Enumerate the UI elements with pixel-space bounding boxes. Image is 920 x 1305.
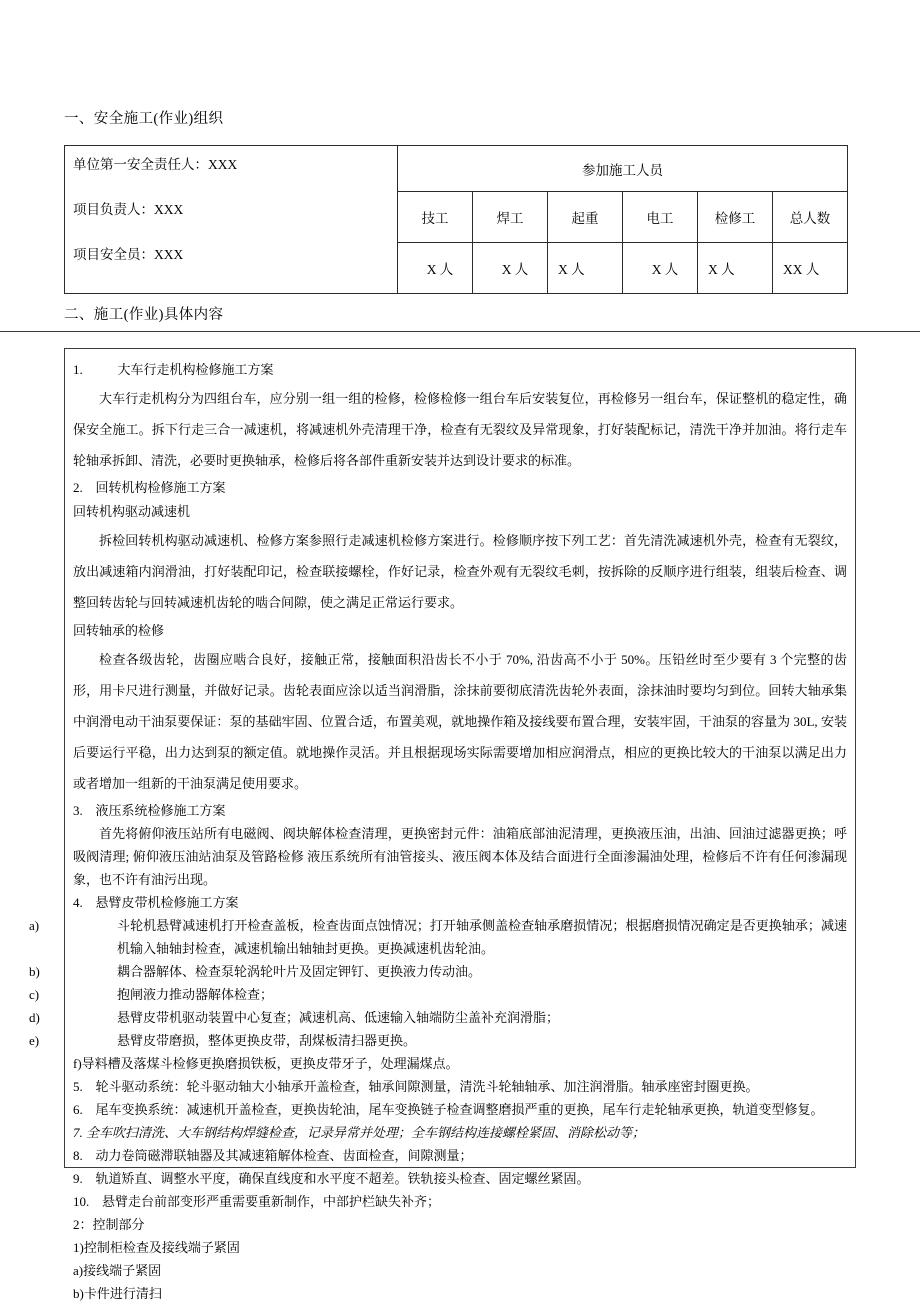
scheme-10-text: 悬臂走台前部变形严重需要重新制作，中部护栏缺失补齐； bbox=[102, 1194, 441, 1209]
scheme-3-paragraph: 首先将俯仰液压站所有电磁阀、阀块解体检查清理，更换密封元件：油箱底部油泥清理，更换液压油，出油、回油过滤器更换；呼吸阀清理; 俯仰液压油站油泵及管路检修 液压系统所有油管接头、液压阀本体及结合面进行全面渗漏油处理，检修后不许有任何渗漏现象，也不许有油污出现。 bbox=[73, 826, 847, 887]
control-item-b: b)卡件进行清扫 bbox=[73, 1286, 162, 1301]
scheme-10-number: 10 bbox=[73, 1194, 86, 1209]
scheme-4-dot: . bbox=[79, 895, 83, 910]
scheme-8-dot: . bbox=[79, 1148, 83, 1163]
control-item-a: a)接线端子紧固 bbox=[73, 1263, 162, 1278]
subitem-text-a: 斗轮机悬臂减速机打开检查盖板，检查齿面点蚀情况；打开轴承侧盖检查轴承磨损情况；根据磨损情况确定是否更换轴承；减速机输入轴轴封检查，减速机输出轴轴封更换。更换减速机齿轮油。 bbox=[117, 918, 847, 956]
scheme-1-title bbox=[73, 357, 847, 383]
scheme-8-line bbox=[73, 1144, 847, 1167]
scheme-5-line bbox=[73, 1075, 847, 1098]
scheme-3-dot: . bbox=[79, 803, 83, 818]
value-electrician: X 人 bbox=[623, 243, 698, 294]
scheme-4-subitem-d bbox=[29, 1006, 847, 1029]
scheme-2-dot: . bbox=[79, 480, 83, 495]
scheme-9-line bbox=[73, 1167, 847, 1190]
participants-header: 参加施工人员 bbox=[398, 146, 848, 192]
scheme-5-dot: . bbox=[79, 1079, 83, 1094]
control-section-heading: 2：控制部分 bbox=[73, 1217, 145, 1232]
column-header-welder: 焊工 bbox=[473, 192, 548, 243]
scheme-2-title-text: 回转机构检修施工方案 bbox=[95, 480, 226, 495]
scheme-10-line bbox=[73, 1190, 847, 1213]
column-header-maintenance: 检修工 bbox=[698, 192, 773, 243]
value-technician: X 人 bbox=[398, 243, 473, 294]
section-heading-1: 一、安全施工(作业)组织 bbox=[64, 111, 224, 127]
subitem-marker-c: c) bbox=[29, 987, 40, 1002]
scheme-4-subitem-b bbox=[29, 960, 847, 983]
responsible-persons-cell bbox=[65, 146, 398, 294]
scheme-9-number: 9 bbox=[73, 1171, 80, 1186]
value-maintenance: X 人 bbox=[698, 243, 773, 294]
subitem-text-b: 耦合器解体、检查泵轮涡轮叶片及固定钾钉、更换液力传动油。 bbox=[117, 964, 482, 979]
scheme-1-title-text: 大车行走机构检修施工方案 bbox=[117, 362, 274, 377]
scheme-4-title bbox=[73, 891, 847, 914]
project-safety-officer: 项目安全员：XXX bbox=[73, 247, 184, 262]
value-welder: X 人 bbox=[473, 243, 548, 294]
section-heading-2: 二、施工(作业)具体内容 bbox=[64, 307, 224, 323]
subitem-text-c: 抱闸液力推动器解体检查； bbox=[117, 987, 274, 1002]
value-lifting: X 人 bbox=[548, 243, 623, 294]
subitem-marker-b: b) bbox=[29, 964, 40, 979]
scheme-2-sub1-paragraph: 拆检回转机构驱动减速机、检修方案参照行走减速机检修方案进行。检修顺序按下列工艺：首先清洗减速机外壳，检查有无裂纹，放出减速箱内润滑油，打好装配印记，检查联接螺栓，作好记录，检查外观有无裂纹毛刺，按拆除的反顺序进行组装，组装后检查、调整回转齿轮与回转减速机齿轮的啮合间隙，使之满足正常运行要求。 bbox=[73, 533, 847, 610]
scheme-6-text: 尾车变换系统：减速机开盖检查，更换齿轮油，尾车变换链子检查调整磨损严重的更换，尾车行走轮轴承更换，轨道变型修复。 bbox=[95, 1102, 824, 1117]
subitem-marker-e: e) bbox=[29, 1033, 40, 1048]
scheme-2-number: 2 bbox=[73, 480, 80, 495]
scheme-2-sub2-paragraph: 检查各级齿轮，齿圈应啮合良好，接触正常，接触面积沿齿长不小于 70%, 沿齿高不小于 50%。压铅丝时至少要有 3 个完整的齿形，用卡尺进行测量，并做好记录。齿轮表面应涂以适当润滑脂，涂抹前要彻底清洗齿轮外表面，涂抹油时要均匀到位。回转大轴承集中润滑电动干油泵要保证：泵的基础牢固、位置合适，布置美观，就地操作箱及接线要布置合理，安装牢固，干油泵的容量为 30L, 安装后要运行平稳，出力达到泵的额定值。就地操作灵活。并且根据现场实际需要增加相应润滑点，相应的更换比较大的干油泵以满足出力或者增加一组新的干油泵满足使用要求。 bbox=[73, 652, 847, 791]
scheme-3-number: 3 bbox=[73, 803, 80, 818]
subitem-marker-d: d) bbox=[29, 1010, 40, 1025]
scheme-5-number: 5 bbox=[73, 1079, 80, 1094]
scheme-5-text: 轮斗驱动系统：轮斗驱动轴大小轴承开盖检查，轴承间隙测量，清洗斗轮轴轴承、加注润滑脂。轴承座密封圈更换。 bbox=[95, 1079, 759, 1094]
scheme-1-number: 1 bbox=[73, 362, 80, 377]
control-item-1: 1)控制柜检查及接线端子紧固 bbox=[73, 1240, 240, 1255]
scheme-8-text: 动力卷筒磁滞联轴器及其减速箱解体检查、齿面检查，间隙测量； bbox=[95, 1148, 473, 1163]
subitem-text-d: 悬臂皮带机驱动装置中心复查；减速机高、低速输入轴端防尘盖补充润滑脂； bbox=[117, 1010, 560, 1025]
scheme-3-title-text: 液压系统检修施工方案 bbox=[95, 803, 226, 818]
scheme-3-title bbox=[73, 799, 847, 822]
scheme-9-dot: . bbox=[79, 1171, 83, 1186]
scheme-6-line bbox=[73, 1098, 847, 1121]
subitem-marker-a: a) bbox=[29, 918, 40, 933]
org-table-row-header bbox=[65, 146, 848, 192]
scheme-2-title bbox=[73, 476, 847, 499]
value-total: XX 人 bbox=[773, 243, 848, 294]
scheme-4-subitem-a bbox=[29, 914, 847, 960]
scheme-1-dot: . bbox=[79, 362, 83, 377]
scheme-4-number: 4 bbox=[73, 895, 80, 910]
scheme-2-sub2-title: 回转轴承的检修 bbox=[73, 623, 165, 638]
scheme-4-title-text: 悬臂皮带机检修施工方案 bbox=[95, 895, 239, 910]
column-header-electrician: 电工 bbox=[623, 192, 698, 243]
scheme-7-line: 7. 全车吹扫清洗、大车钢结构焊缝检查，记录异常并处理；全车钢结构连接螺栓紧固、消除松动等； bbox=[73, 1125, 646, 1140]
subitem-text-e: 悬臂皮带磨损，整体更换皮带，刮煤板清扫器更换。 bbox=[117, 1033, 417, 1048]
scheme-4-subitem-f: f)导料槽及落煤斗检修更换磨损铁板，更换皮带牙子，处理漏煤点。 bbox=[73, 1056, 459, 1071]
scheme-4-subitem-e bbox=[29, 1029, 847, 1052]
scheme-1-paragraph: 大车行走机构分为四组台车，应分别一组一组的检修，检修检修一组台车后安装复位，再检修另一组台车，保证整机的稳定性，确保安全施工。拆下行走三合一减速机，将减速机外壳清理干净，检查有无裂纹及异常现象，打好装配标记，清洗干净并加油。将行走车轮轴承拆卸、清洗，必要时更换轴承，检修后将各部件重新安装并达到设计要求的标准。 bbox=[73, 391, 847, 468]
column-header-technician: 技工 bbox=[398, 192, 473, 243]
scheme-9-text: 轨道矫直、调整水平度，确保直线度和水平度不超差。铁轨接头检查、固定螺丝紧固。 bbox=[95, 1171, 590, 1186]
project-leader: 项目负责人：XXX bbox=[73, 202, 184, 217]
column-header-lifting: 起重 bbox=[548, 192, 623, 243]
scheme-8-number: 8 bbox=[73, 1148, 80, 1163]
scheme-6-number: 6 bbox=[73, 1102, 80, 1117]
unit-first-safety-officer: 单位第一安全责任人：XXX bbox=[73, 157, 238, 172]
content-body-box bbox=[29, 348, 856, 1301]
organization-table bbox=[64, 145, 848, 294]
section-heading-2-rule bbox=[0, 331, 920, 332]
scheme-6-dot: . bbox=[79, 1102, 83, 1117]
column-header-total: 总人数 bbox=[773, 192, 848, 243]
scheme-2-sub1-title: 回转机构驱动减速机 bbox=[73, 504, 191, 519]
scheme-4-subitem-c bbox=[29, 983, 847, 1006]
scheme-10-dot: . bbox=[86, 1194, 90, 1209]
